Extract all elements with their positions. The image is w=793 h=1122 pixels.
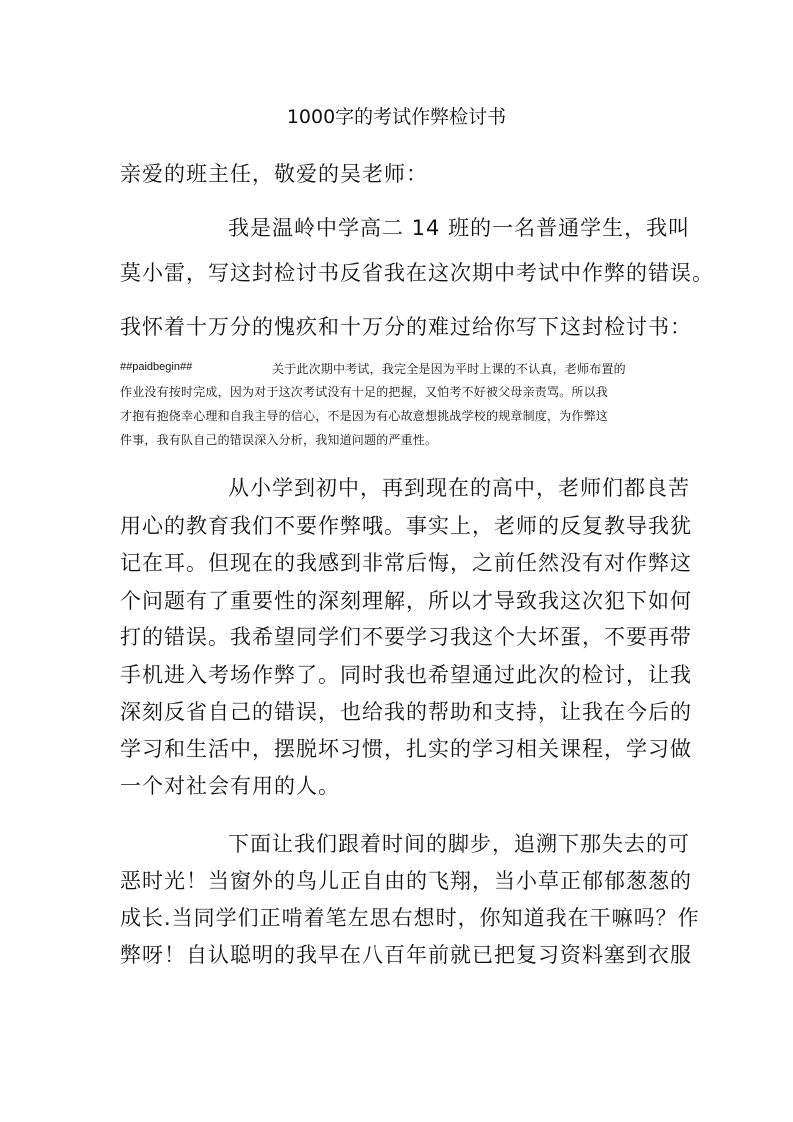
intro-line: 我怀着十万分的愧疚和十万分的难过给你写下这封检讨书：: [120, 315, 692, 339]
salutation: 亲爱的班主任，敬爱的吴老师：: [120, 162, 428, 186]
paragraph3-line: 恶时光！当窗外的鸟儿正自由的飞翔，当小草正郁郁葱葱的: [120, 869, 692, 893]
paragraph2-line: 手机进入考场作弊了。同时我也希望通过此次的检讨，让我: [120, 663, 692, 687]
paragraph2-line: 学习和生活中，摆脱坏习惯，扎实的学习相关课程，学习做: [120, 737, 692, 761]
paragraph3-line: 弊呀！自认聪明的我早在八百年前就已把复习资料塞到衣服: [120, 943, 692, 967]
paid-marker: ##paidbegin##: [120, 361, 193, 373]
small-paragraph-line: 才抱有抱侥幸心理和自我主导的信心，不是因为有心故意想挑战学校的规章制度，为作弊这: [120, 409, 609, 423]
small-paragraph-line: 作业没有按时完成，因为对于这次考试没有十足的把握，又怕考不好被父母亲责骂。所以我: [120, 385, 609, 399]
paragraph2-line: 一个对社会有用的人。: [120, 774, 340, 798]
small-paragraph-line: 关于此次期中考试，我完全是因为平时上课的不认真，老师布置的: [272, 362, 626, 376]
document-title: 1000字的考试作弊检讨书: [286, 106, 507, 128]
small-paragraph-line: 件事，我有队自己的错误深入分析，我知道问题的严重性。: [120, 433, 438, 447]
intro-line: 莫小雷，写这封检讨书反省我在这次期中考试中作弊的错误。: [120, 261, 714, 285]
intro-line: 我是温岭中学高二 14 班的一名普通学生，我叫: [228, 216, 691, 240]
paragraph2-line: 深刻反省自己的错误，也给我的帮助和支持，让我在今后的: [120, 700, 692, 724]
paragraph2-line: 用心的教育我们不要作弊哦。事实上，老师的反复教导我犹: [120, 514, 692, 538]
paragraph2-line: 从小学到初中，再到现在的高中，老师们都良苦: [228, 476, 690, 500]
paragraph3-line: 成长.当同学们正啃着笔左思右想时，你知道我在干嘛吗？作: [120, 906, 700, 930]
paragraph2-line: 个问题有了重要性的深刻理解，所以才导致我这次犯下如何: [120, 589, 692, 613]
paragraph3-line: 下面让我们跟着时间的脚步，追溯下那失去的可: [228, 832, 690, 856]
paragraph2-line: 打的错误。我希望同学们不要学习我这个大坏蛋，不要再带: [120, 625, 692, 649]
paragraph2-line: 记在耳。但现在的我感到非常后悔，之前任然没有对作弊这: [120, 551, 692, 575]
